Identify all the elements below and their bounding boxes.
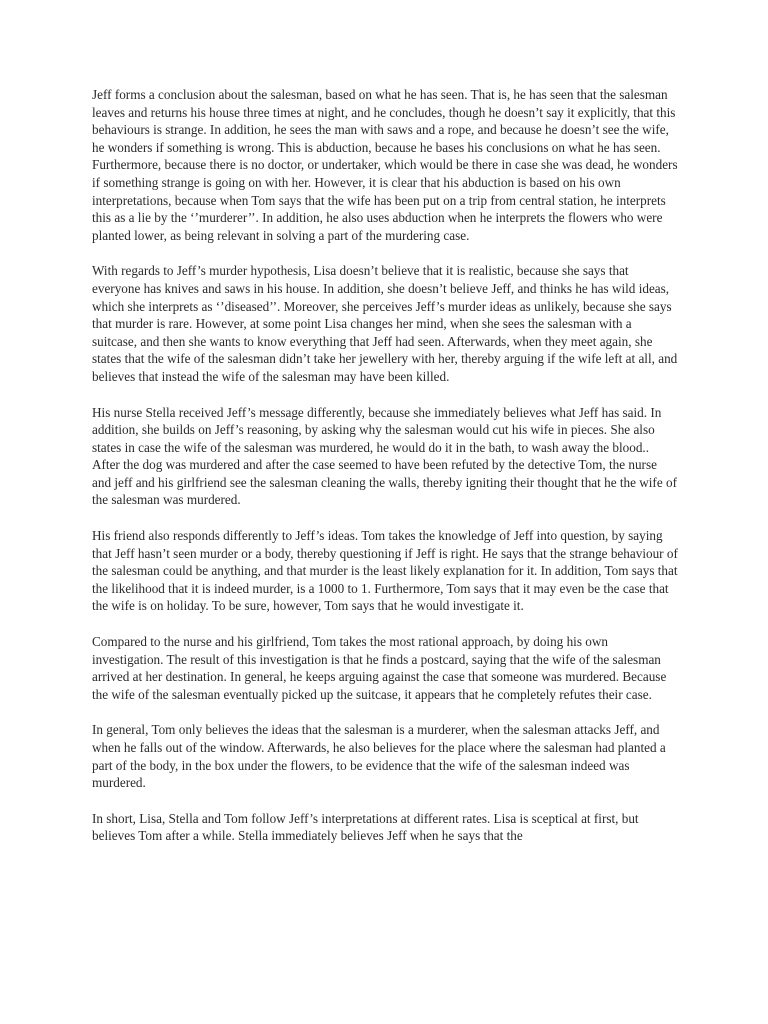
paragraph-6: In general, Tom only believes the ideas that the salesman is a murderer, when the salesman attacks Jeff, and when he falls out of the window. Afterwards, he also believes for the place where the salesman had planted a part of the body, in the box under the flowers, to be evidence that the wife of the salesman indeed was murdered. — [92, 722, 666, 791]
paragraph-5: Compared to the nurse and his girlfriend, Tom takes the most rational approach, by doing his own investigation. The result of this investigation is that he finds a postcard, saying that the wife of the salesman arrived at her destination. In general, he keeps arguing against the case that someone was murdered. Because the wife of the salesman eventually picked up the suitcase, it appears that he completely refutes their case. — [92, 634, 667, 702]
paragraph-7: In short, Lisa, Stella and Tom follow Jeff’s interpretations at different rates. Lisa is sceptical at first, but believes Tom after a while. Stella immediately believes Jeff when he says that the — [92, 810, 639, 844]
paragraph-2: With regards to Jeff’s murder hypothesis, Lisa doesn’t believe that it is realistic, because she says that everyone has knives and saws in his house. In addition, she doesn’t believe Jeff, and thinks he has wild ideas, which she interprets as ‘’diseased’’. Moreover, she perceives Jeff’s murder ideas as unlikely, because she says that murder is rare. However, at some point Lisa changes her mind, when she sees the salesman with a suitcase, and then she wants to know everything that Jeff had seen. Afterwards, when they meet again, she states that the wife of the salesman didn’t take her jewellery with her, thereby arguing if the wife left at all, and believes that instead the wife of the salesman may have been killed. — [92, 263, 678, 384]
paragraph-3: His nurse Stella received Jeff’s message differently, because she immediately believes what Jeff has said. In addition, she builds on Jeff’s reasoning, by asking why the salesman would cut his wife in pieces. She also states in case the wife of the salesman was murdered, he would do it in the bath, to wash away the blood.. After the dog was murdered and after the case seemed to have been refuted by the detective Tom, the nurse and jeff and his girlfriend see the salesman cleaning the walls, thereby igniting their thought that he the wife of the salesman was murdered. — [92, 404, 677, 508]
document-page — [92, 86, 678, 863]
paragraph-4: His friend also responds differently to Jeff’s ideas. Tom takes the knowledge of Jeff into question, by saying that Jeff hasn’t seen murder or a body, thereby questioning if Jeff is right. He says that the strange behaviour of the salesman could be anything, and that murder is the least likely explanation for it. In addition, Tom says that the likelihood that it is indeed murder, is a 1000 to 1. Furthermore, Tom says that it may even be the case that the wife is on holiday. To be sure, however, Tom says that he would investigate it. — [92, 528, 678, 614]
paragraph-1: Jeff forms a conclusion about the salesman, based on what he has seen. That is, he has seen that the salesman leaves and returns his house three times at night, and he concludes, though he doesn’t say it explicitly, that this behaviours is strange. In addition, he sees the man with saws and a rope, and because he doesn’t see the wife, he wonders if something is wrong. This is abduction, because he bases his conclusions on what he has seen. Furthermore, because there is no doctor, or undertaker, which would be there in case she was dead, he wonders if something strange is going on with her. However, it is clear that his abduction is based on his own interpretations, because when Tom says that the wife has been put on a trip from central station, he interprets this as a lie by the ‘’murderer’’. In addition, he also uses abduction when he interprets the flowers who were planted lower, as being relevant in solving a part of the murdering case. — [92, 87, 678, 243]
